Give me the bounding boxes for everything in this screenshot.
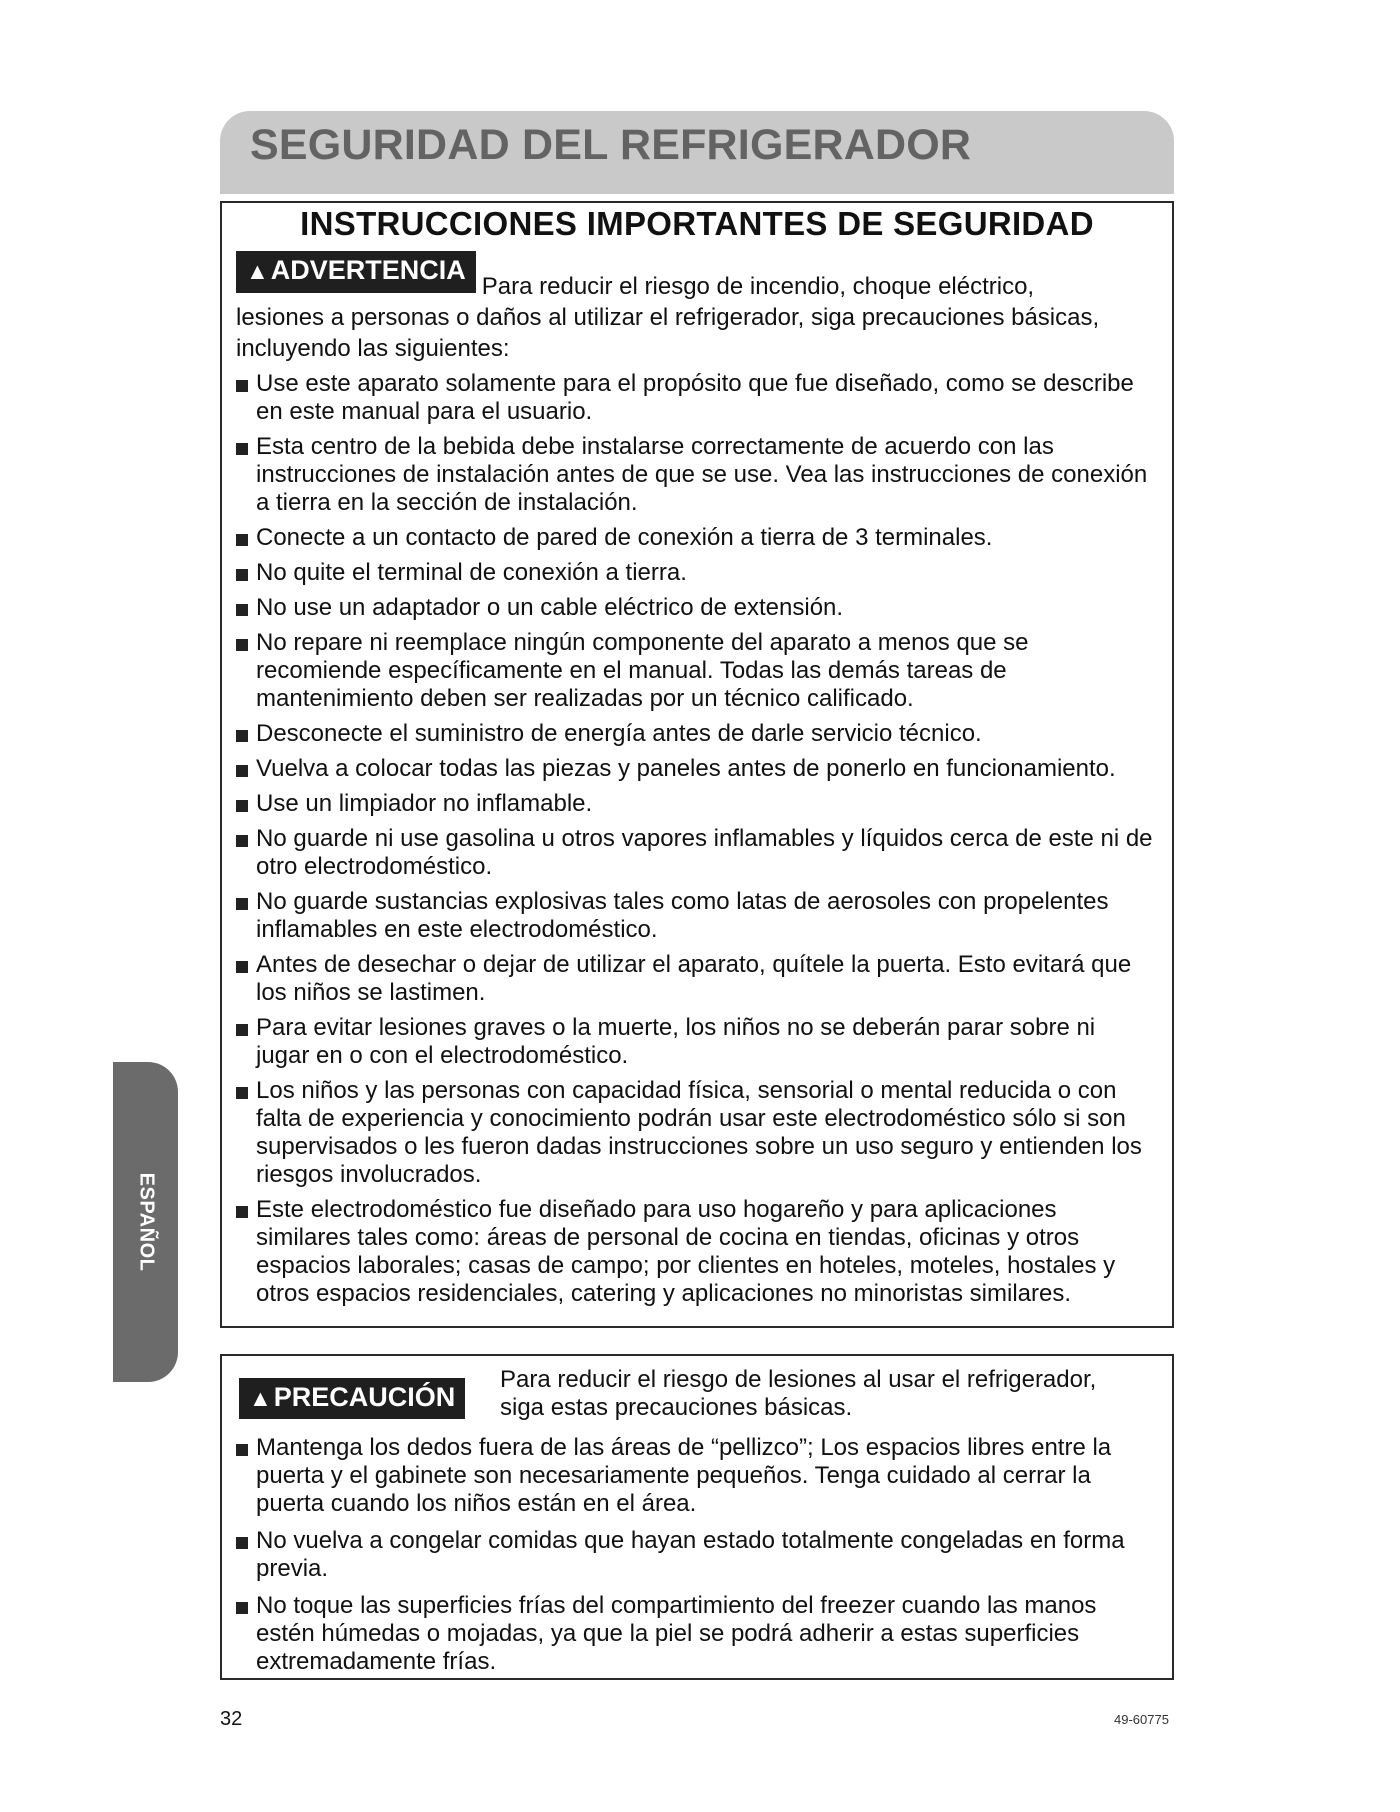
warning-triangle-icon: ▲ [249,1385,272,1411]
list-item: Vuelva a colocar todas las piezas y paneles antes de ponerlo en funcionamiento. [236,755,1154,783]
list-item: Mantenga los dedos fuera de las áreas de “pellizco”; Los espacios libres entre la puerta y el gabinete son necesariamente pequeños. Tenga cuidado al cerrar la puerta cuando los niños están en el área. [236,1434,1154,1518]
list-item: No repare ni reemplace ningún componente del aparato a menos que se recomiende específicamente en el manual. Todas las demás tareas de mantenimiento deben ser realizadas por un técnico calificado. [236,629,1154,713]
page-title: SEGURIDAD DEL REFRIGERADOR [250,121,972,169]
warning-list [222,370,1172,1308]
box-title: INSTRUCCIONES IMPORTANTES DE SEGURIDAD [300,205,1094,242]
warning-intro-rest: lesiones a personas o daños al utilizar el refrigerador, siga precauciones básicas, incluyendo las siguientes: [236,304,1100,362]
caution-list [222,1434,1172,1676]
warning-intro [236,251,1158,364]
caution-intro-text: Para reducir el riesgo de lesiones al usar el refrigerador, siga estas precauciones básicas. [500,1366,1097,1421]
list-item: No use un adaptador o un cable eléctrico de extensión. [236,594,1154,622]
warning-badge [236,251,476,293]
list-item: No guarde sustancias explosivas tales como latas de aerosoles con propelentes inflamables en este electrodoméstico. [236,888,1154,944]
caution-box [220,1354,1174,1680]
list-item: Los niños y las personas con capacidad física, sensorial o mental reducida o con falta de experiencia y conocimiento podrán usar este electrodoméstico sólo si son supervisados o les fueron dadas instrucciones sobre un uso seguro y entienden los riesgos involucrados. [236,1077,1154,1189]
document-number: 49-60775 [1114,1712,1169,1727]
language-tab-label: ESPAÑOL [135,1172,157,1272]
list-item: Desconecte el suministro de energía antes de darle servicio técnico. [236,720,1154,748]
list-item: Use este aparato solamente para el propósito que fue diseñado, como se describe en este manual para el usuario. [236,370,1154,426]
warning-intro-first-line: Para reducir el riesgo de incendio, choque eléctrico, [481,273,1035,300]
caution-intro [236,1366,1158,1424]
list-item: Esta centro de la bebida debe instalarse correctamente de acuerdo con las instrucciones de instalación antes de que se use. Vea las instrucciones de conexión a tierra en la sección de instalación. [236,433,1154,517]
list-item: Para evitar lesiones graves o la muerte, los niños no se deberán parar sobre ni jugar en o con el electrodoméstico. [236,1014,1154,1070]
safety-instructions-box [220,201,1174,1328]
page-number: 32 [220,1708,243,1730]
list-item: No vuelva a congelar comidas que hayan estado totalmente congeladas en forma previa. [236,1527,1154,1583]
caution-badge-label: PRECAUCIÓN [273,1382,456,1412]
list-item: Este electrodoméstico fue diseñado para uso hogareño y para aplicaciones similares tales como: áreas de personal de cocina en tiendas, oficinas y otros espacios laborales; casas de campo; por clientes en hoteles, moteles, hostales y otros espacios residenciales, catering y aplicaciones no minoristas similares. [236,1196,1154,1308]
list-item: No quite el terminal de conexión a tierra. [236,559,1154,587]
list-item: No guarde ni use gasolina u otros vapores inflamables y líquidos cerca de este ni de otro electrodoméstico. [236,825,1154,881]
section-header [220,111,1174,194]
warning-triangle-icon: ▲ [246,258,269,284]
warning-badge-label: ADVERTENCIA [270,255,466,285]
list-item: Use un limpiador no inflamable. [236,790,1154,818]
list-item: No toque las superficies frías del compartimiento del freezer cuando las manos estén húmedas o mojadas, ya que la piel se podrá adherir a estas superficies extremadamente frías. [236,1592,1154,1676]
list-item: Conecte a un contacto de pared de conexión a tierra de 3 terminales. [236,524,1154,552]
language-tab [113,1062,178,1382]
caution-badge [239,1378,465,1419]
list-item: Antes de desechar o dejar de utilizar el aparato, quítele la puerta. Esto evitará que los niños se lastimen. [236,951,1154,1007]
